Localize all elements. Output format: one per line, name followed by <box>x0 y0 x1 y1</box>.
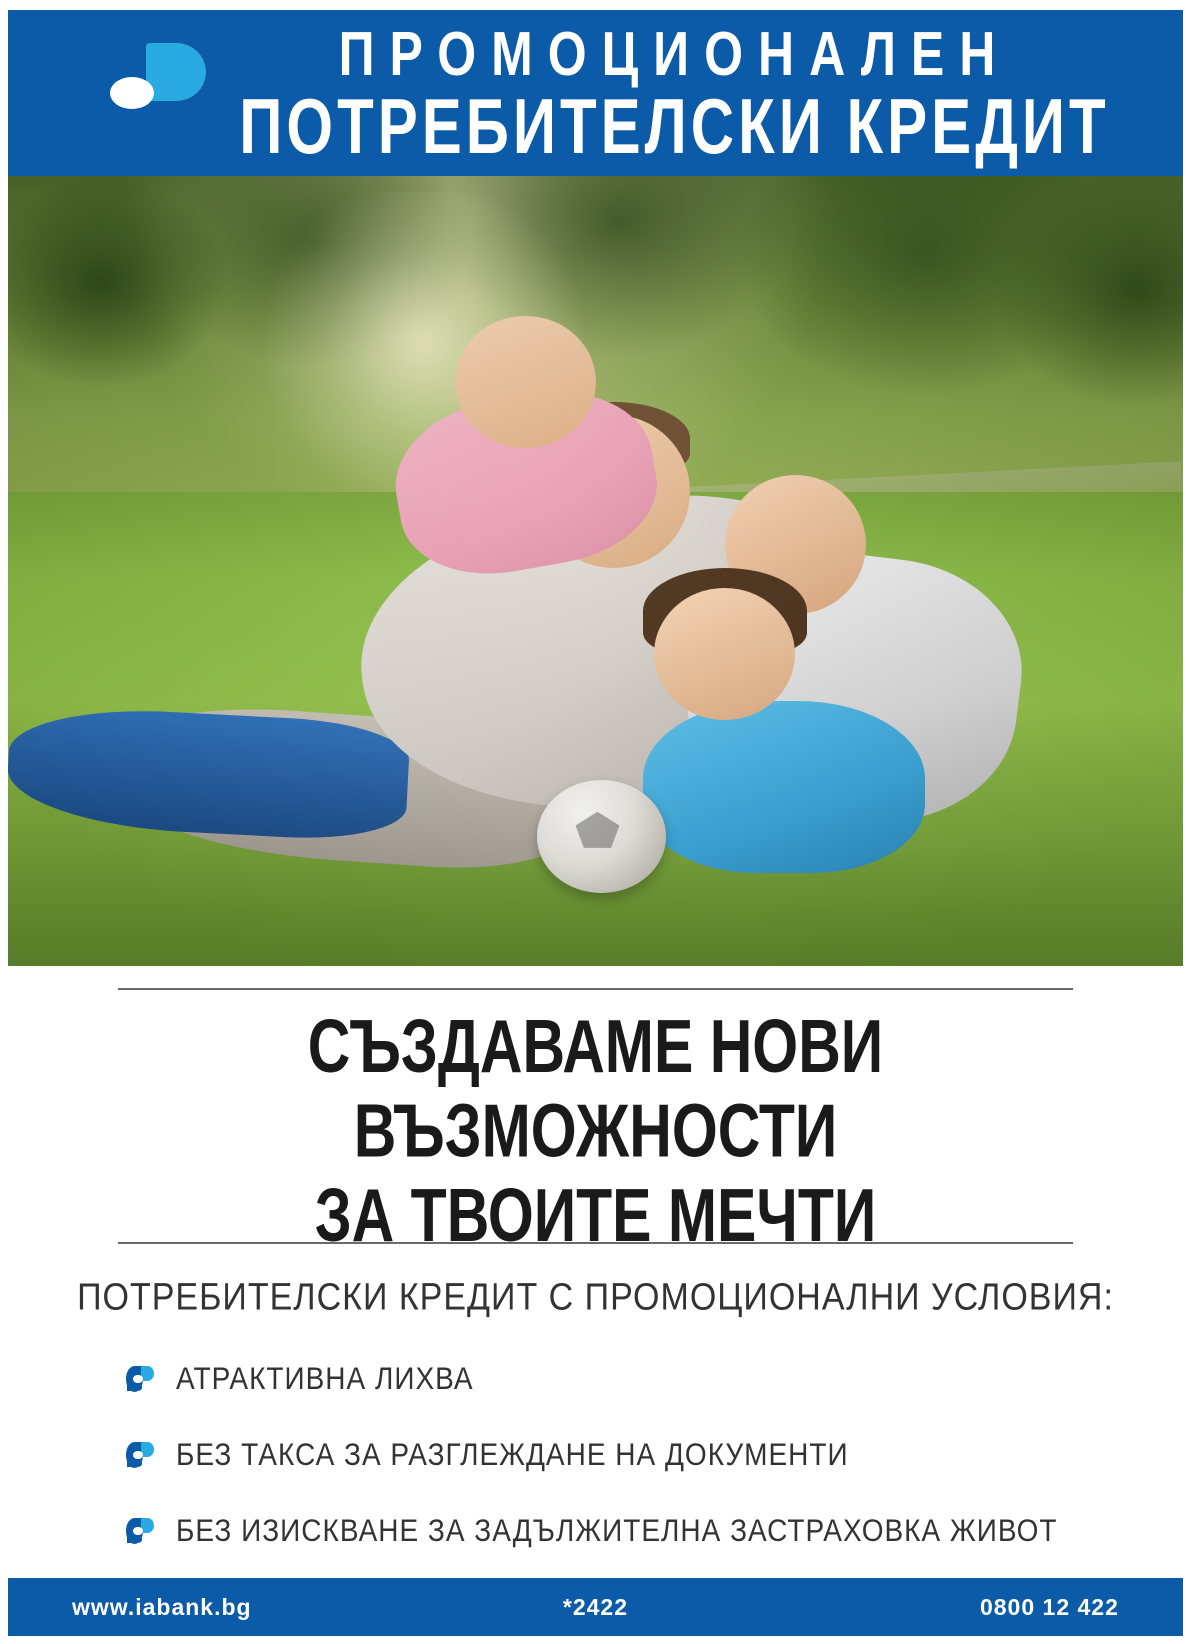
hero-photo <box>8 176 1183 966</box>
bank-logo-bullet-icon <box>126 1442 154 1468</box>
page-title <box>80 1004 1111 1258</box>
footer-short-number[interactable]: *2422 <box>562 1593 628 1620</box>
photo-boy-head <box>654 588 795 721</box>
header-title-block <box>206 19 1183 170</box>
bank-logo-bullet-icon <box>126 1366 154 1392</box>
footer-phone[interactable]: 0800 12 422 <box>979 1593 1119 1620</box>
feature-list <box>126 1363 1183 1547</box>
photo-soccer-ball <box>537 780 666 893</box>
list-item-label: БЕЗ ИЗИСКВАНЕ ЗА ЗАДЪЛЖИТЕЛНА ЗАСТРАХОВКА ЖИВОТ <box>176 1513 1058 1549</box>
header-title-line2: ПОТРЕБИТЕЛСКИ КРЕДИТ <box>239 82 1110 170</box>
poster-header <box>8 10 1183 176</box>
headline-line1: СЪЗДАВАМЕ НОВИ ВЪЗМОЖНОСТИ <box>307 1004 884 1174</box>
list-item-label: АТРАКТИВНА ЛИХВА <box>176 1361 474 1397</box>
photo-boy-body <box>643 701 925 874</box>
headline-line2: ЗА ТВОИТЕ МЕЧТИ <box>314 1173 877 1258</box>
list-item <box>126 1515 1183 1547</box>
divider-top <box>118 988 1073 990</box>
poster-footer <box>8 1578 1183 1636</box>
poster-content <box>8 988 1183 1547</box>
bank-logo-bullet-icon <box>126 1518 154 1544</box>
footer-website[interactable]: www.iabank.bg <box>72 1593 252 1620</box>
list-item <box>126 1439 1183 1471</box>
subheadline: ПОТРЕБИТЕЛСКИ КРЕДИТ С ПРОМОЦИОНАЛНИ УСЛОВИЯ: <box>77 1275 1114 1319</box>
bank-logo-icon <box>76 43 206 143</box>
header-title-line1: ПРОМОЦИОНАЛЕН <box>338 19 1011 90</box>
photo-family-group <box>8 302 1183 966</box>
list-item <box>126 1363 1183 1395</box>
list-item-label: БЕЗ ТАКСА ЗА РАЗГЛЕЖДАНЕ НА ДОКУМЕНТИ <box>176 1437 849 1473</box>
photo-girl-head <box>455 316 596 449</box>
